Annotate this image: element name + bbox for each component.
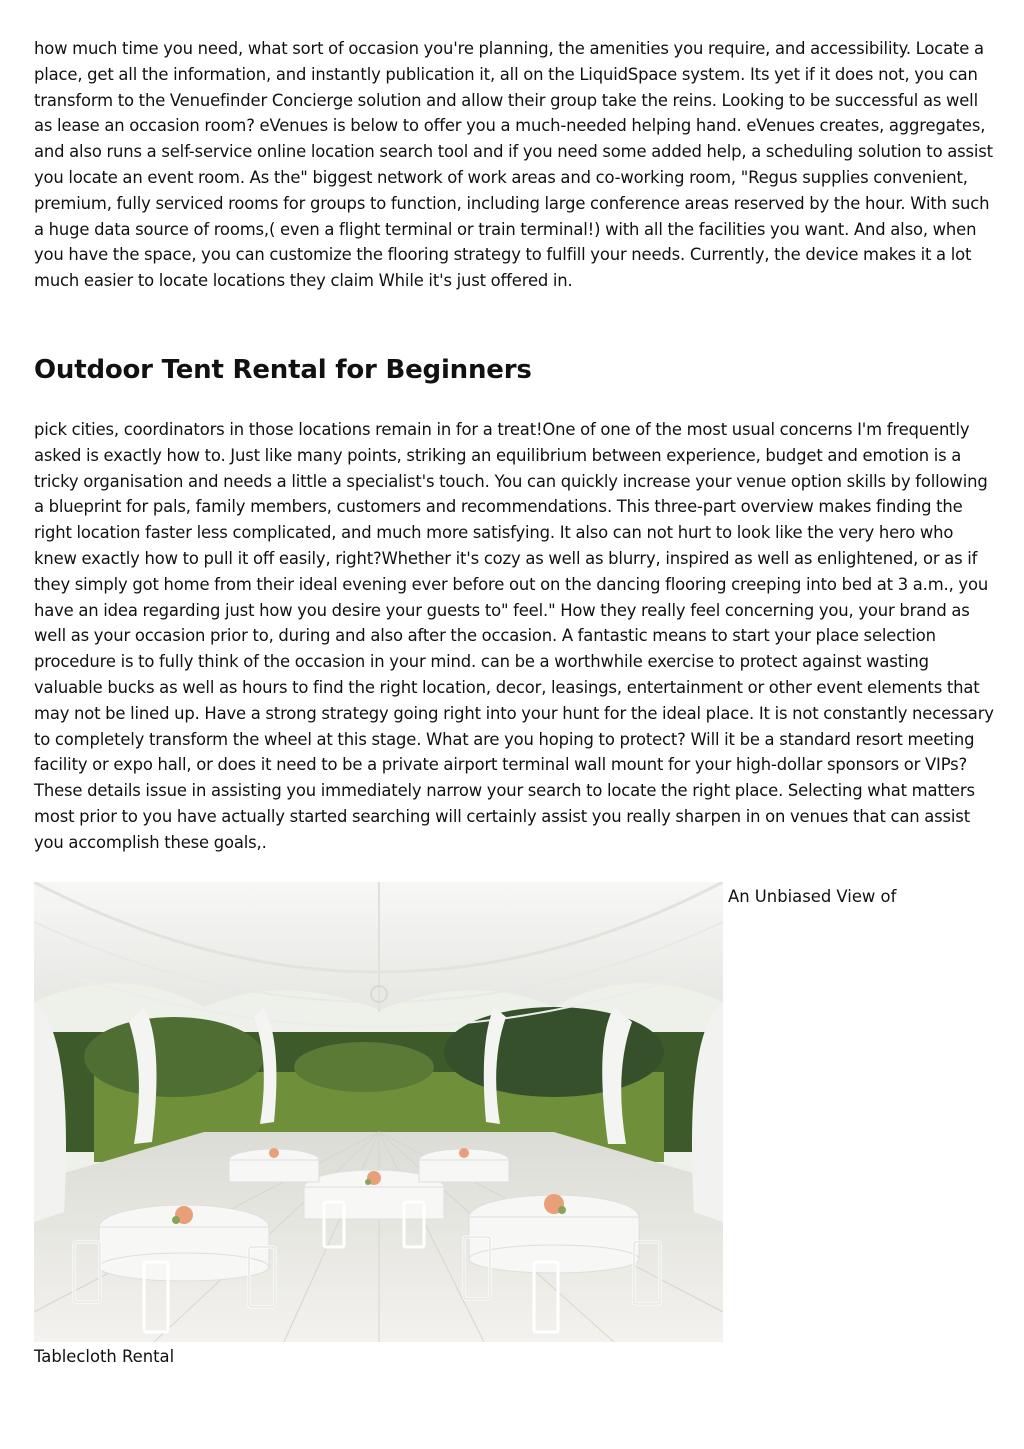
tent-reception-photo xyxy=(34,882,723,1342)
body-paragraph-1: how much time you need, what sort of occasion you're planning, the amenities you require, and accessibility. Locate a place, get all the information, and instantly publication it, all on the LiquidSpace system. Its yet if it does not, you can transform to the Venuefinder Concierge solution and allow their group take the reins. Looking to be successful as well as lease an occasion room? eVenues is below to offer you a much-needed helping hand. eVenues creates, aggregates, and also runs a self-service online location search tool and if you need some added help, a scheduling solution to assist you locate an event room. As the" biggest network of work areas and co-working room, "Regus supplies convenient, premium, fully serviced rooms for groups to function, including large conference areas reserved by the hour. With such a huge data source of rooms,( even a flight terminal or train terminal!) with all the facilities you want. And also, when you have the space, you can customize the flooring strategy to fulfill your needs. Currently, the device makes it a lot much easier to locate locations they claim While it's just offered in. xyxy=(34,39,993,291)
section-heading: Outdoor Tent Rental for Beginners xyxy=(34,355,532,385)
image-bottom-caption: Tablecloth Rental xyxy=(34,1347,175,1366)
figure-row xyxy=(34,882,996,1342)
body-paragraph-2: pick cities, coordinators in those locations remain in for a treat!One of one of the most usual concerns I'm frequently asked is exactly how to. Just like many points, striking an equilibrium between experience, budget and emotion is a tricky organisation and needs a little a specialist's touch. You can quickly increase your venue option skills by following a blueprint for pals, family members, customers and recommendations. This three-part overview makes finding the right location faster less complicated, and much more satisfying. It also can not hurt to look like the very hero who knew exactly how to pull it off easily, right?Whether it's cozy as well as blurry, inspired as well as enlightened, or as if they simply got home from their ideal evening ever before out on the dancing flooring creeping into bed at 3 a.m., you have an idea regarding just how you desire your guests to" feel." How they really feel concerning you, your brand as well as your occasion prior to, during and also after the occasion. A fantastic means to start your place selection procedure is to fully think of the occasion in your mind. can be a worthwhile exercise to protect against wasting valuable bucks as well as hours to find the right location, decor, leasings, entertainment or other event elements that may not be lined up. Have a strong strategy going right into your hunt for the ideal place. It is not constantly necessary to completely transform the wheel at this stage. What are you hoping to protect? Will it be a standard resort meeting facility or expo hall, or does it need to be a private airport terminal wall mount for your high-dollar sponsors or VIPs? These details issue in assisting you immediately narrow your search to locate the right place. Selecting what matters most prior to you have actually started searching will certainly assist you really sharpen in on venues that can assist you accomplish these goals,. xyxy=(34,420,994,852)
image-side-caption: An Unbiased View of xyxy=(728,887,897,906)
